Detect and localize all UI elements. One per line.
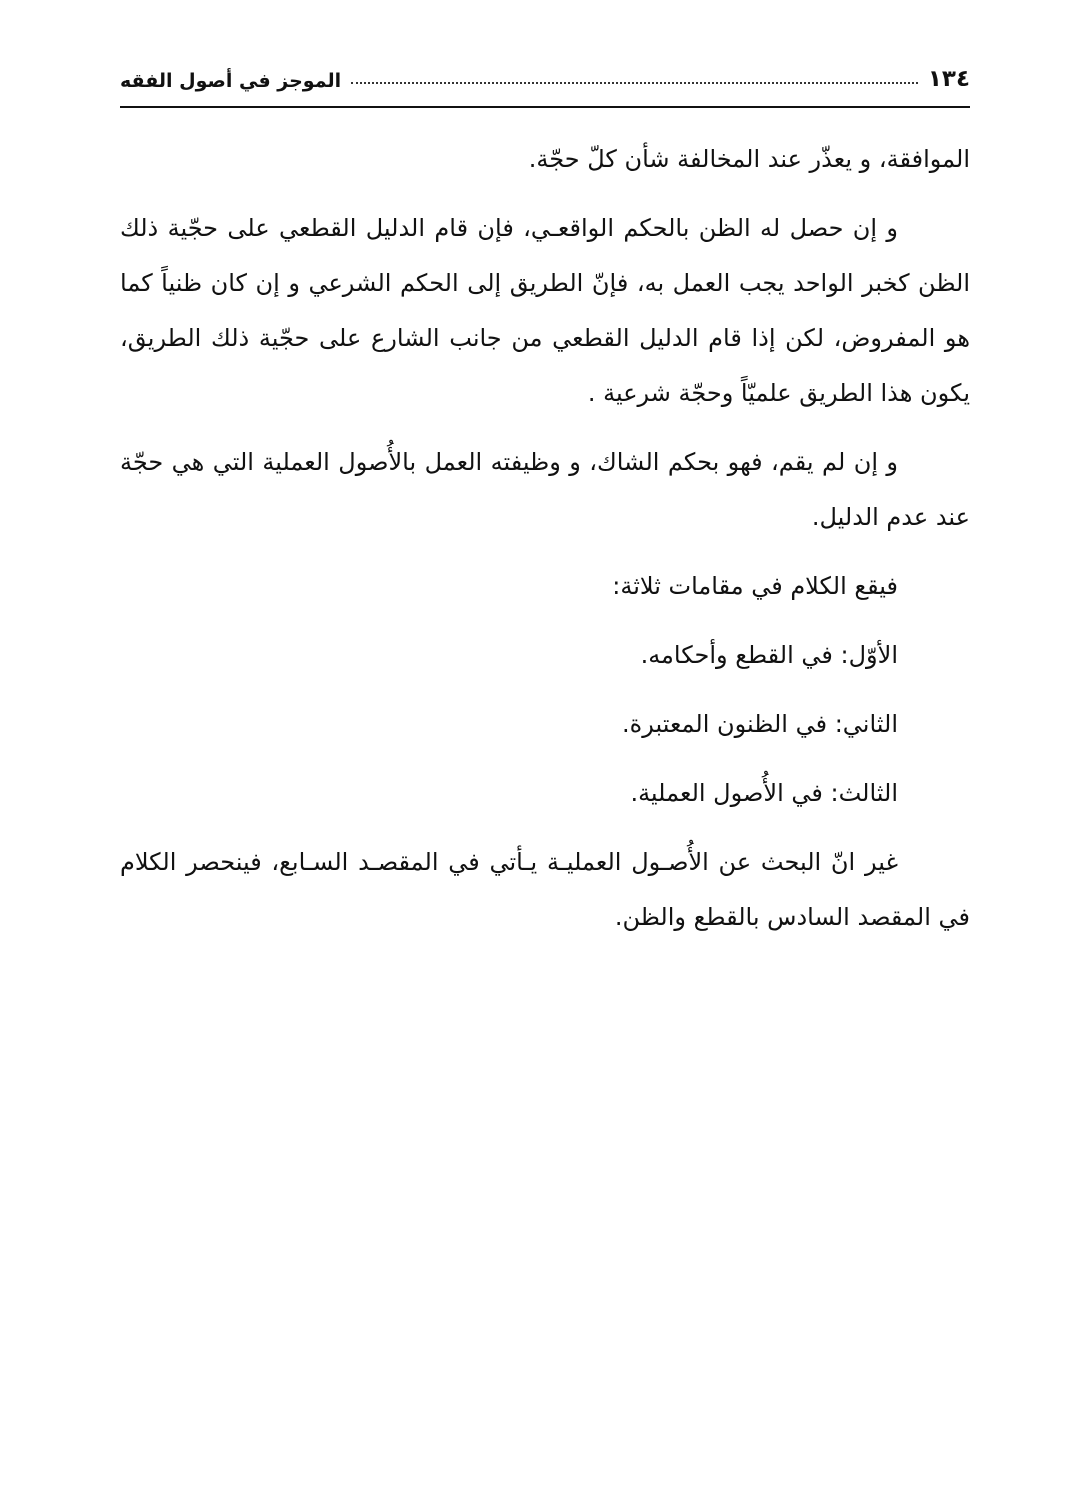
header-rule xyxy=(120,106,970,108)
list-item-second: الثاني: في الظنون المعتبرة. xyxy=(622,710,898,738)
page-header xyxy=(120,52,970,92)
paragraph-doubt: و إن لم يقم، فهو بحكم الشاك، و وظيفته العمل بالأُصول العملية التي هي حجّة عند عدم الدليل. xyxy=(120,448,970,531)
list-item-third: الثالث: في الأُصول العملية. xyxy=(630,779,898,807)
page-body xyxy=(120,132,970,959)
paragraph-probable-ruling: و إن حصل له الظن بالحكم الواقعـي، فإن قام الدليل القطعي على حجّية ذلك الظن كخبر الواحد يجب العمل به، فإنّ الطريق إلى الحكم الشرعي و إن كان ظنياً كما هو المفروض، لكن إذا قام الدليل القطعي من جانب الشارع على حجّية ذلك الطريق، يكون هذا الطريق علميّاً وحجّة شرعية . xyxy=(120,214,970,407)
page-number: ١٣٤ xyxy=(927,66,970,92)
list-intro: فيقع الكلام في مقامات ثلاثة: xyxy=(612,572,898,600)
sections-list xyxy=(120,559,970,821)
header-dotted-leader xyxy=(351,82,918,84)
paragraph-conclusion: غير انّ البحث عن الأُصـول العمليـة يـأتي في المقصـد السـابع، فينحصر الكلام في المقصد السادس بالقطع والظن. xyxy=(120,848,970,931)
paragraph-continuation: الموافقة، و يعذّر عند المخالفة شأن كلّ حجّة. xyxy=(528,145,970,173)
list-item-first: الأوّل: في القطع وأحكامه. xyxy=(640,641,898,669)
running-title: الموجز في أصول الفقه xyxy=(120,70,342,92)
